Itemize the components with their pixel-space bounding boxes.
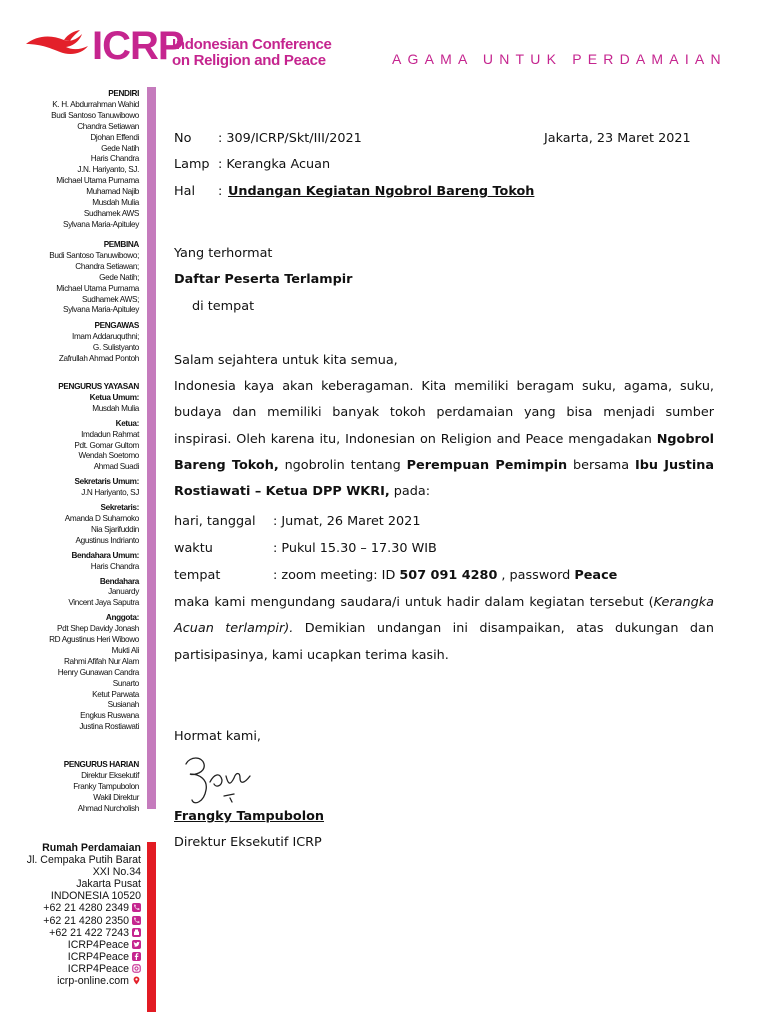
role-label: Sekretaris Umum: (74, 477, 139, 487)
role-label: Bendahara Umum: (71, 550, 139, 560)
tagline: AGAMA UNTUK PERDAMAIAN (392, 51, 727, 67)
section-heading: PENGURUS HARIAN (63, 760, 139, 769)
speaker: Ibu Justina Rostiawati – Ketua DPP WKRI, (174, 457, 715, 500)
list-item: Haris Chandra (90, 561, 139, 571)
list-item: Zafrullah Ahmad Pontoh (58, 353, 139, 363)
list-item: K. H. Abdurrahman Wahid (52, 99, 139, 109)
list-item: Justina Rostiawati (79, 722, 139, 732)
list-item: Ahmad Nurcholish (77, 803, 139, 813)
instagram-handle[interactable]: ICRP4Peace (67, 962, 129, 975)
waktu-value: : Pukul 15.30 – 17.30 WIB (273, 541, 437, 556)
section-heading: PENGAWAS (94, 321, 139, 330)
paragraph-closing (174, 590, 714, 669)
tempat-value (273, 568, 617, 583)
list-item: Gede Natih; (99, 272, 139, 282)
list-item: Michael Utama Purnama (56, 176, 139, 186)
text-span: Indonesia kaya akan keberagaman. Kita memiliki beragam suku, agama, suku, budaya dan memiliki banyak tokoh perdamaian yang bisa menjadi sumber inspirasi. Oleh karena itu, Indonesian on Religion and Peace mengadakan (174, 379, 714, 447)
list-item: Ketut Parwata (92, 689, 139, 699)
address-line: Jakarta Pusat (76, 878, 141, 891)
list-item: Sylvana Maria-Apituley (62, 305, 139, 315)
hal-colon: : (218, 184, 223, 199)
section-heading: PEMBINA (103, 240, 139, 249)
zoom-id: 507 091 4280 (399, 568, 498, 583)
sidebar-pengawas (8, 321, 139, 365)
phone-number[interactable]: +62 21 4280 2350 (43, 914, 129, 927)
list-item: Pdt. Gomar Gultom (74, 440, 139, 450)
tempat-label: tempat (174, 568, 221, 583)
text-span: Demikian undangan ini disampaikan, atas dukungan dan partisipasinya, kami ucapkan terima kasih. (174, 621, 715, 663)
twitter-row[interactable] (8, 939, 141, 951)
role-label: Ketua Umum: (89, 392, 139, 402)
list-item: Imam Addaruquthni; (72, 331, 139, 341)
list-item: Sudhamek AWS (83, 208, 139, 218)
text-span: : zoom meeting: ID (273, 568, 400, 583)
list-item: Budi Santoso Tanuwibowo; (49, 250, 139, 260)
list-item: Amanda D Suharnoko (64, 513, 139, 523)
signature (180, 750, 262, 810)
list-item: Vincent Jaya Saputra (68, 598, 139, 608)
list-item: Direktur Eksekutif (81, 770, 139, 780)
list-item: Ahmad Suadi (93, 462, 139, 472)
phone-row[interactable] (8, 915, 141, 927)
greeting: Yang terhormat (174, 246, 273, 261)
list-item: Susianah (107, 700, 139, 710)
list-item: Chandra Setiawan (77, 121, 139, 131)
list-item: G. Sulistyanto (92, 342, 139, 352)
list-item: Wakil Direktur (93, 792, 139, 802)
sidebar-pengurus-yayasan (8, 382, 139, 733)
sidebar-pendiri (8, 89, 139, 231)
instagram-row[interactable] (8, 963, 141, 975)
text-span: maka kami mengundang saudara/i untuk hadir dalam kegiatan tersebut ( (174, 595, 654, 610)
di-tempat: di tempat (192, 299, 255, 314)
list-item: J.N. Hariyanto, SJ. (77, 165, 139, 175)
text-span: ngobrolin tentang (278, 457, 407, 473)
contact-accent-bar (147, 842, 156, 1012)
sidebar-pembina (8, 240, 139, 316)
list-item: Michael Utama Purnama (56, 283, 139, 293)
contact-block (8, 842, 141, 987)
list-item: J.N Hariyanto, SJ (81, 488, 139, 498)
facebook-icon (132, 952, 141, 961)
event-name: Ngobrol Bareng Tokoh, (174, 431, 714, 473)
attachment-note: Kerangka Acuan terlampir). (174, 595, 714, 637)
place-date: Jakarta, 23 Maret 2021 (544, 131, 691, 146)
subject: Undangan Kegiatan Ngobrol Bareng Tokoh (228, 184, 535, 199)
facebook-row[interactable] (8, 951, 141, 963)
role-label: Anggota: (105, 613, 139, 623)
list-item: Chandra Setiawan; (75, 261, 139, 271)
facebook-handle[interactable]: ICRP4Peace (67, 950, 129, 963)
waktu-label: waktu (174, 541, 213, 556)
no-value: : 309/ICRP/Skt/III/2021 (218, 131, 362, 146)
address-line: Jl. Cempaka Putih Barat (26, 854, 141, 867)
contact-heading: Rumah Perdamaian (42, 842, 141, 854)
list-item: Engkus Ruswana (80, 711, 139, 721)
instagram-icon (132, 964, 141, 973)
org-name-line2: on Religion and Peace (172, 52, 326, 69)
phone-number[interactable]: +62 21 4280 2349 (43, 902, 129, 915)
topic: Perempuan Pemimpin (406, 457, 568, 473)
list-item: Nia Sjarifuddin (91, 524, 139, 534)
list-item: Gede Natih (101, 143, 139, 153)
list-item: Musdah Mulia (92, 198, 139, 208)
list-item: Januardy (108, 587, 139, 597)
lamp-value: : Kerangka Acuan (218, 157, 331, 172)
phone-row[interactable] (8, 902, 141, 914)
signer-name: Frangky Tampubolon (174, 809, 325, 824)
fax-number[interactable]: +62 21 422 7243 (49, 926, 129, 939)
paragraph-intro (174, 374, 714, 505)
hal-label: Hal (174, 184, 196, 199)
zoom-password: Peace (574, 568, 618, 583)
website-row[interactable] (8, 975, 141, 987)
list-item: Budi Santoso Tanuwibowo (51, 110, 139, 120)
hari-label: hari, tanggal (174, 514, 256, 529)
list-item: Musdah Mulia (92, 403, 139, 413)
list-item: Agustinus Indrianto (75, 535, 139, 545)
sidebar-pengurus-harian (8, 760, 139, 815)
website-link[interactable]: icrp-online.com (57, 975, 129, 988)
section-heading: PENDIRI (108, 89, 139, 98)
salam: Salam sejahtera untuk kita semua, (174, 353, 398, 368)
list-item: Muhamad Najib (86, 187, 139, 197)
list-item: Wendah Soetomo (78, 451, 139, 461)
sidebar-accent-bar (147, 87, 156, 809)
role-label: Bendahara (99, 576, 139, 586)
logo-wordmark: ICRP (92, 24, 184, 68)
hari-value: : Jumat, 26 Maret 2021 (273, 514, 421, 529)
org-name-line1: Indonesian Conference (172, 36, 332, 53)
list-item: Rahmi Afifah Nur Alam (63, 656, 139, 666)
text-span: , password (497, 568, 575, 583)
lamp-label: Lamp (174, 157, 210, 172)
closing: Hormat kami, (174, 729, 261, 744)
list-item: Henry Gunawan Candra (57, 667, 139, 677)
role-label: Ketua: (115, 418, 139, 428)
list-item: Mukti Ali (111, 645, 139, 655)
twitter-icon (132, 940, 141, 949)
location-pin-icon (132, 976, 141, 985)
section-heading: PENGURUS YAYASAN (58, 382, 139, 391)
phone-icon (132, 916, 141, 925)
list-item: Pdt Shep Davidy Jonash (57, 624, 139, 634)
list-item: Sunarto (112, 678, 139, 688)
address-line: XXI No.34 (92, 866, 141, 879)
list-item: Sudhamek AWS; (81, 294, 139, 304)
list-item: Imdadun Rahmat (81, 429, 139, 439)
phone-icon (132, 903, 141, 912)
twitter-handle[interactable]: ICRP4Peace (67, 938, 129, 951)
list-item: Haris Chandra (90, 154, 139, 164)
text-span: bersama (567, 457, 635, 473)
list-item: Sylvana Maria-Apituley (62, 219, 139, 229)
signer-title: Direktur Eksekutif ICRP (174, 835, 322, 850)
list-item: Djohan Effendi (90, 132, 139, 142)
role-label: Sekretaris: (100, 503, 139, 513)
dove-logo-icon (24, 28, 90, 58)
text-span: pada: (389, 484, 431, 500)
fax-row[interactable] (8, 927, 141, 939)
list-item: Franky Tampubolon (73, 781, 139, 791)
fax-icon (132, 928, 141, 937)
no-label: No (174, 131, 192, 146)
recipient: Daftar Peserta Terlampir (174, 272, 353, 287)
list-item: RD Agustinus Heri Wibowo (49, 635, 139, 645)
org-name (172, 37, 332, 69)
address-line: INDONESIA 10520 (50, 890, 141, 903)
